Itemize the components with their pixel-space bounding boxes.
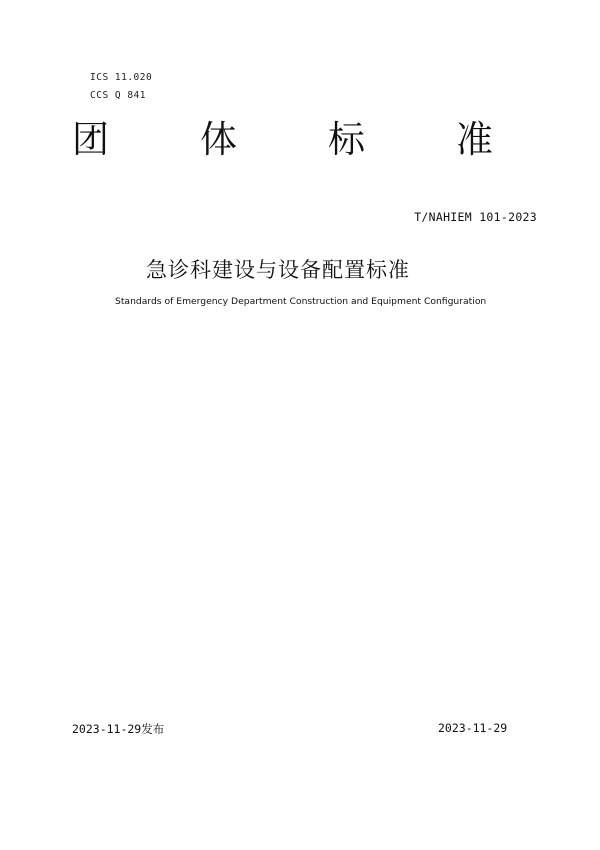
ccs-code: CCS Q 841 [90, 90, 146, 101]
document-type-heading [0, 116, 600, 166]
document-type-char: 标 [328, 118, 365, 161]
document-type-char: 团 [72, 118, 109, 161]
ics-code: ICS 11.020 [90, 72, 153, 83]
document-type-char: 准 [456, 118, 493, 161]
standard-title-chinese: 急诊科建设与设备配置标准 [146, 258, 410, 282]
implement-date: 2023-11-29 [438, 721, 508, 735]
standard-title-english: Standards of Emergency Department Construction and Equipment Configuration [115, 296, 487, 307]
publish-date: 2023-11-29发布 [72, 722, 165, 736]
standard-number: T/NAHIEM 101-2023 [414, 210, 537, 224]
document-type-char: 体 [200, 118, 237, 161]
